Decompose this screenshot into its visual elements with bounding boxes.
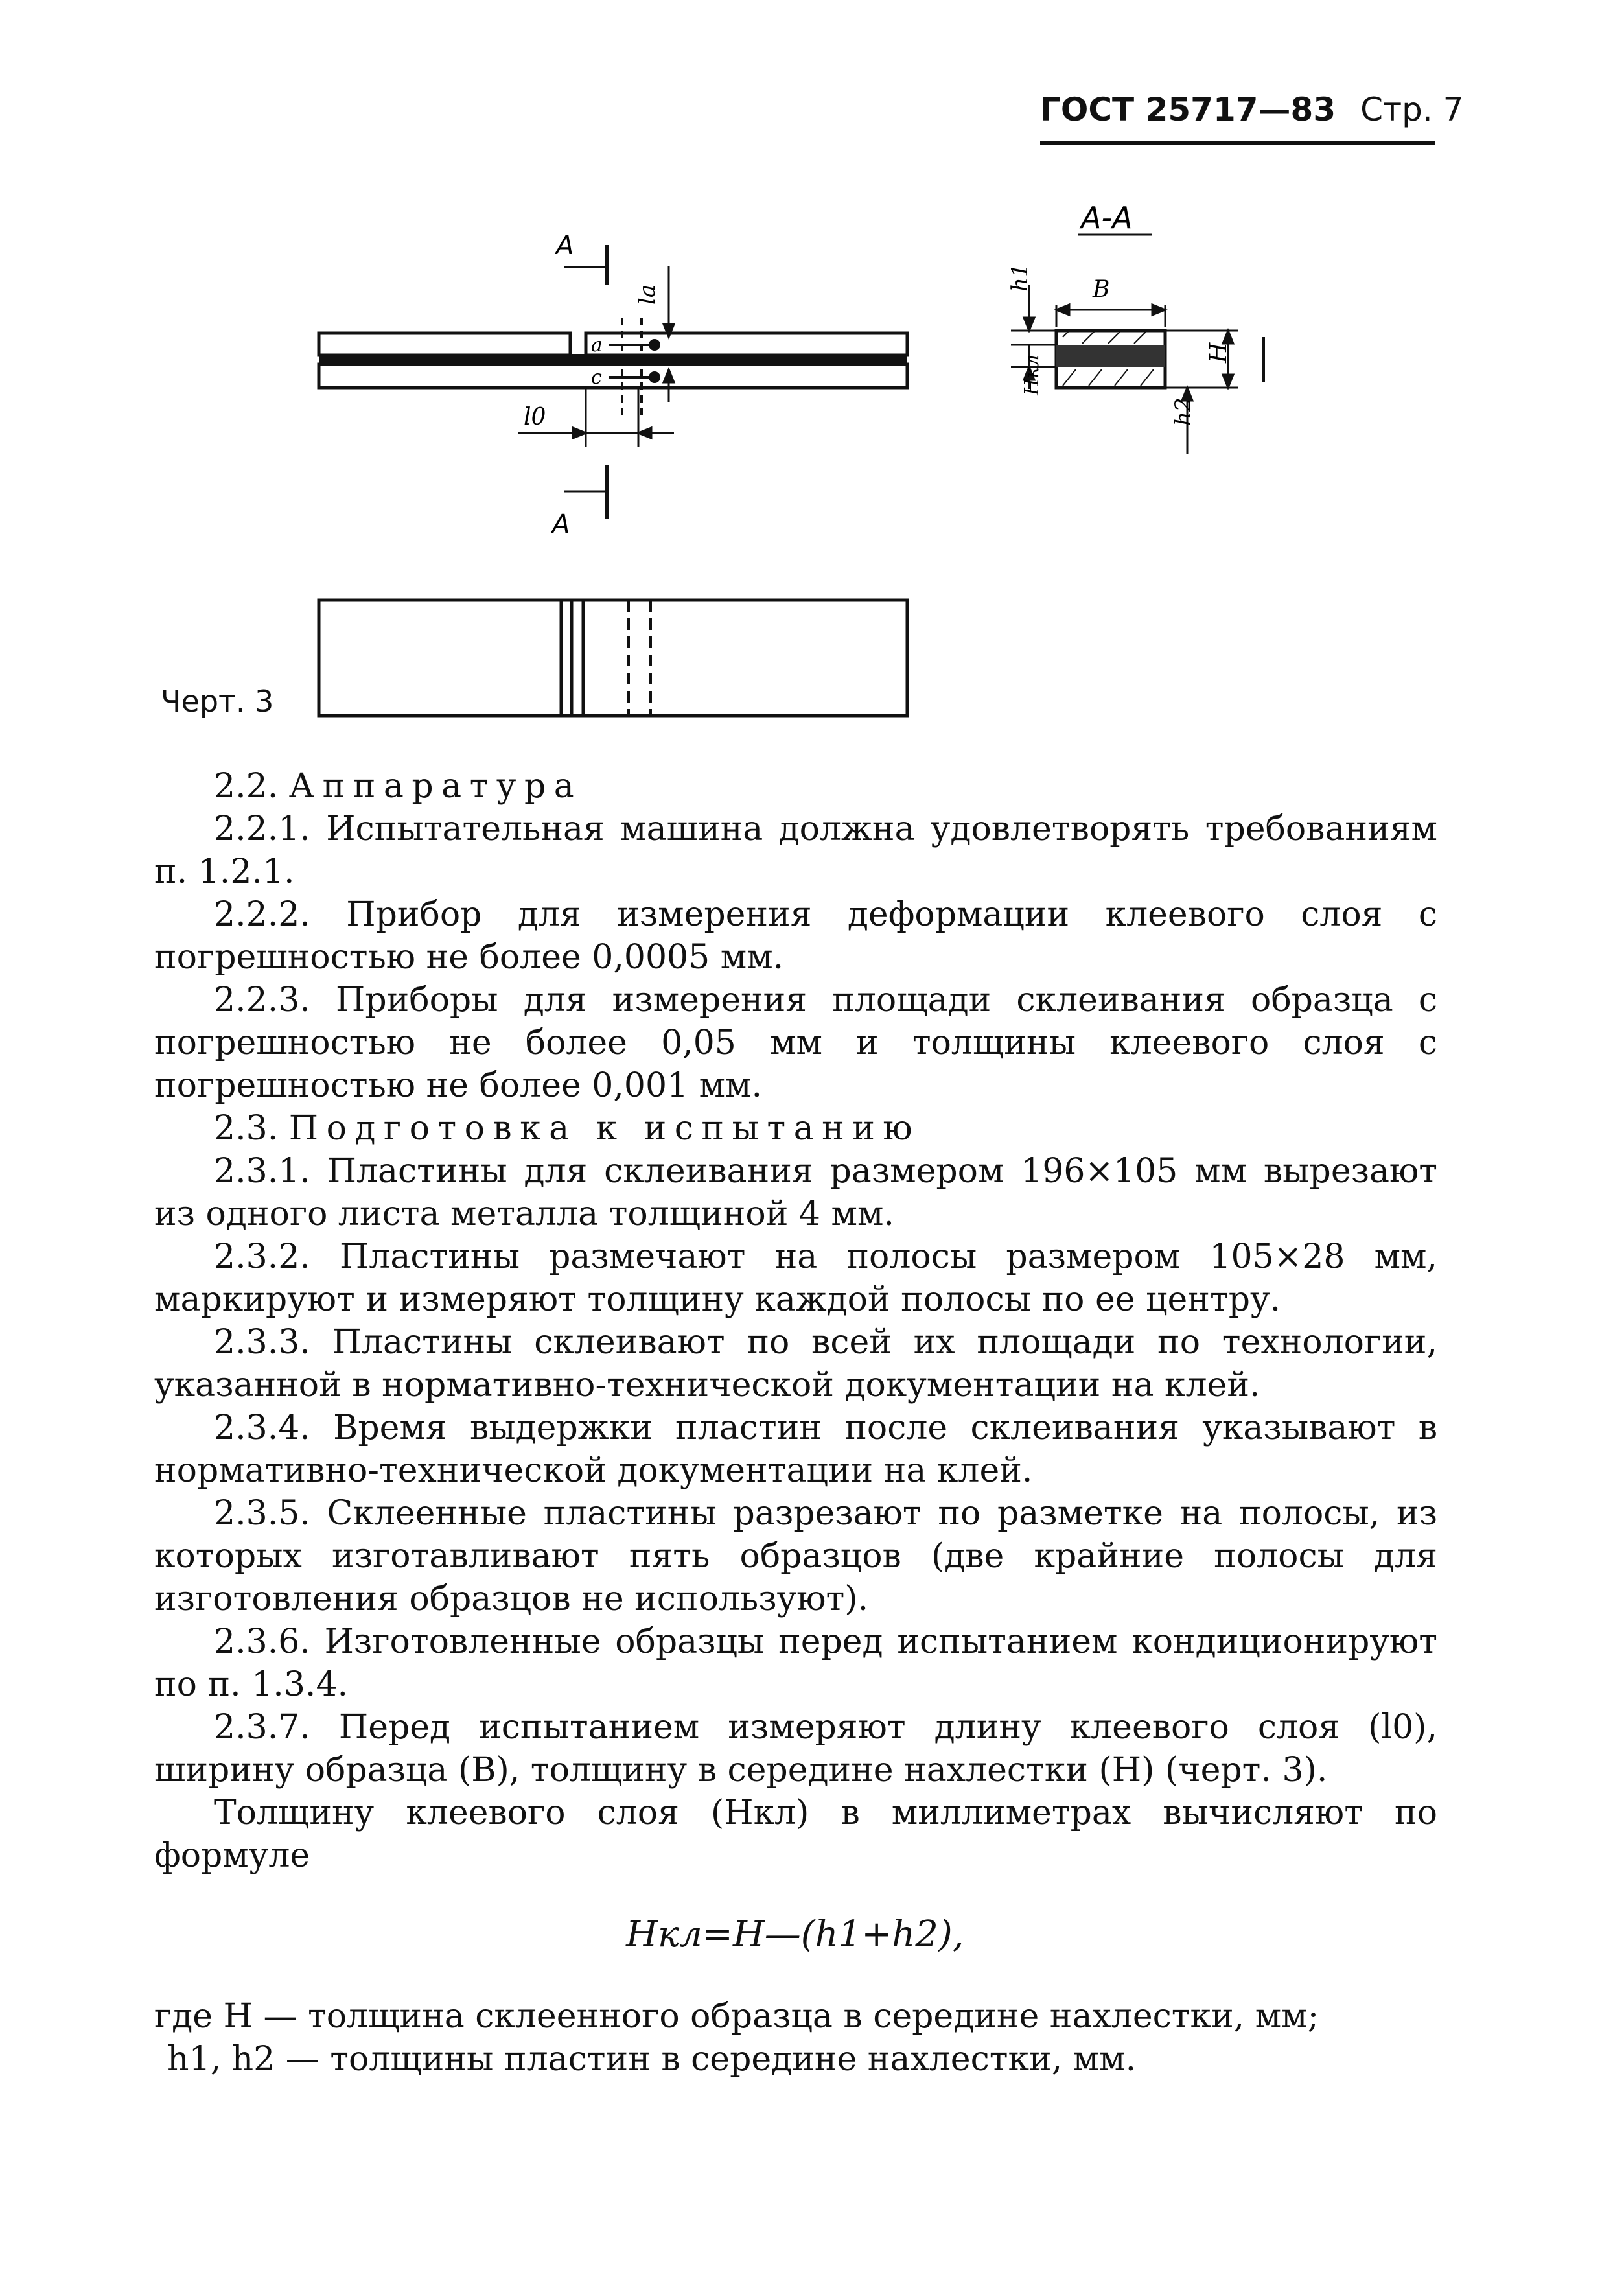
paragraph: 2.3.2. Пластины размечают на полосы размером 105×28 мм, маркируют и измеряют толщину каждой полосы по ее центру. <box>154 1237 1437 1319</box>
figure-caption: Черт. 3 <box>161 684 274 719</box>
drawing-figure-3 <box>0 0 1624 739</box>
dim-h2-label: h2 <box>1170 397 1196 426</box>
paragraph: 2.2.1. Испытательная машина должна удовлетворять требованиям п. 1.2.1. <box>154 810 1437 891</box>
doc-number: ГОСТ 25717—83 <box>1040 91 1336 128</box>
adhesive-layer <box>319 354 907 366</box>
paragraph: 2.3.1. Пластины для склеивания размером 196×105 мм вырезают из одного листа металла толщиной 4 мм. <box>154 1152 1437 1233</box>
section-label: A-A <box>1081 200 1133 235</box>
body-text <box>154 765 1437 2081</box>
paragraph: 2.3.3. Пластины склеивают по всей их площади по технологии, указанной в нормативно-технической документации на клей. <box>154 1323 1437 1405</box>
dim-la-label: la <box>634 284 660 305</box>
paragraph: 2.3.4. Время выдержки пластин после склеивания указывают в нормативно-технической документации на клей. <box>154 1408 1437 1490</box>
cut-mark-top: A <box>556 231 574 261</box>
section-aa <box>1056 331 1165 388</box>
paragraph: 2.2.2. Прибор для измерения деформации клеевого слоя с погрешностью не более 0,0005 мм. <box>154 895 1437 977</box>
section-2-3: 2.3. Подготовка к испытанию <box>214 1109 921 1148</box>
dim-B-label: B <box>1093 276 1110 303</box>
dim-Hkl-label: Hкл <box>1021 354 1043 395</box>
section-2-2: 2.2. Аппаратура <box>214 767 583 806</box>
mark-c-label: c <box>591 366 602 389</box>
paragraph: 2.3.6. Изготовленные образцы перед испытанием кондиционируют по п. 1.3.4. <box>154 1622 1437 1704</box>
paragraph: 2.3.7. Перед испытанием измеряют длину клеевого слоя (l0), ширину образца (B), толщину в середине нахлестки (H) (черт. 3). <box>154 1708 1437 1790</box>
paragraph: 2.3.5. Склеенные пластины разрезают по разметке на полосы, из которых изготавливают пять образцов (две крайние полосы для изготовления образцов не используют). <box>154 1494 1437 1618</box>
dim-lo-label: l0 <box>524 404 546 430</box>
formula: Hкл=H—(h1+h2), <box>626 1913 964 1955</box>
mark-a-label: a <box>591 334 603 356</box>
upper-left-plate <box>319 333 570 355</box>
paragraph: Толщину клеевого слоя (Hкл) в миллиметрах вычисляют по формуле <box>154 1793 1437 1875</box>
formula-where-2: h1, h2 — толщины пластин в середине нахлестки, мм. <box>167 2040 1137 2079</box>
dim-H-label: H <box>1205 342 1232 363</box>
joint-plan-view <box>319 600 907 716</box>
page-number: Стр. 7 <box>1360 91 1464 128</box>
formula-where-1: где H — толщина склеенного образца в середине нахлестки, мм; <box>154 1997 1319 2036</box>
dim-h1-label: h1 <box>1007 263 1033 292</box>
paragraph: 2.2.3. Приборы для измерения площади склеивания образца с погрешностью не более 0,05 мм и толщины клеевого слоя с погрешностью не более 0,001 мм. <box>154 981 1437 1105</box>
cut-mark-bottom: A <box>552 509 570 539</box>
